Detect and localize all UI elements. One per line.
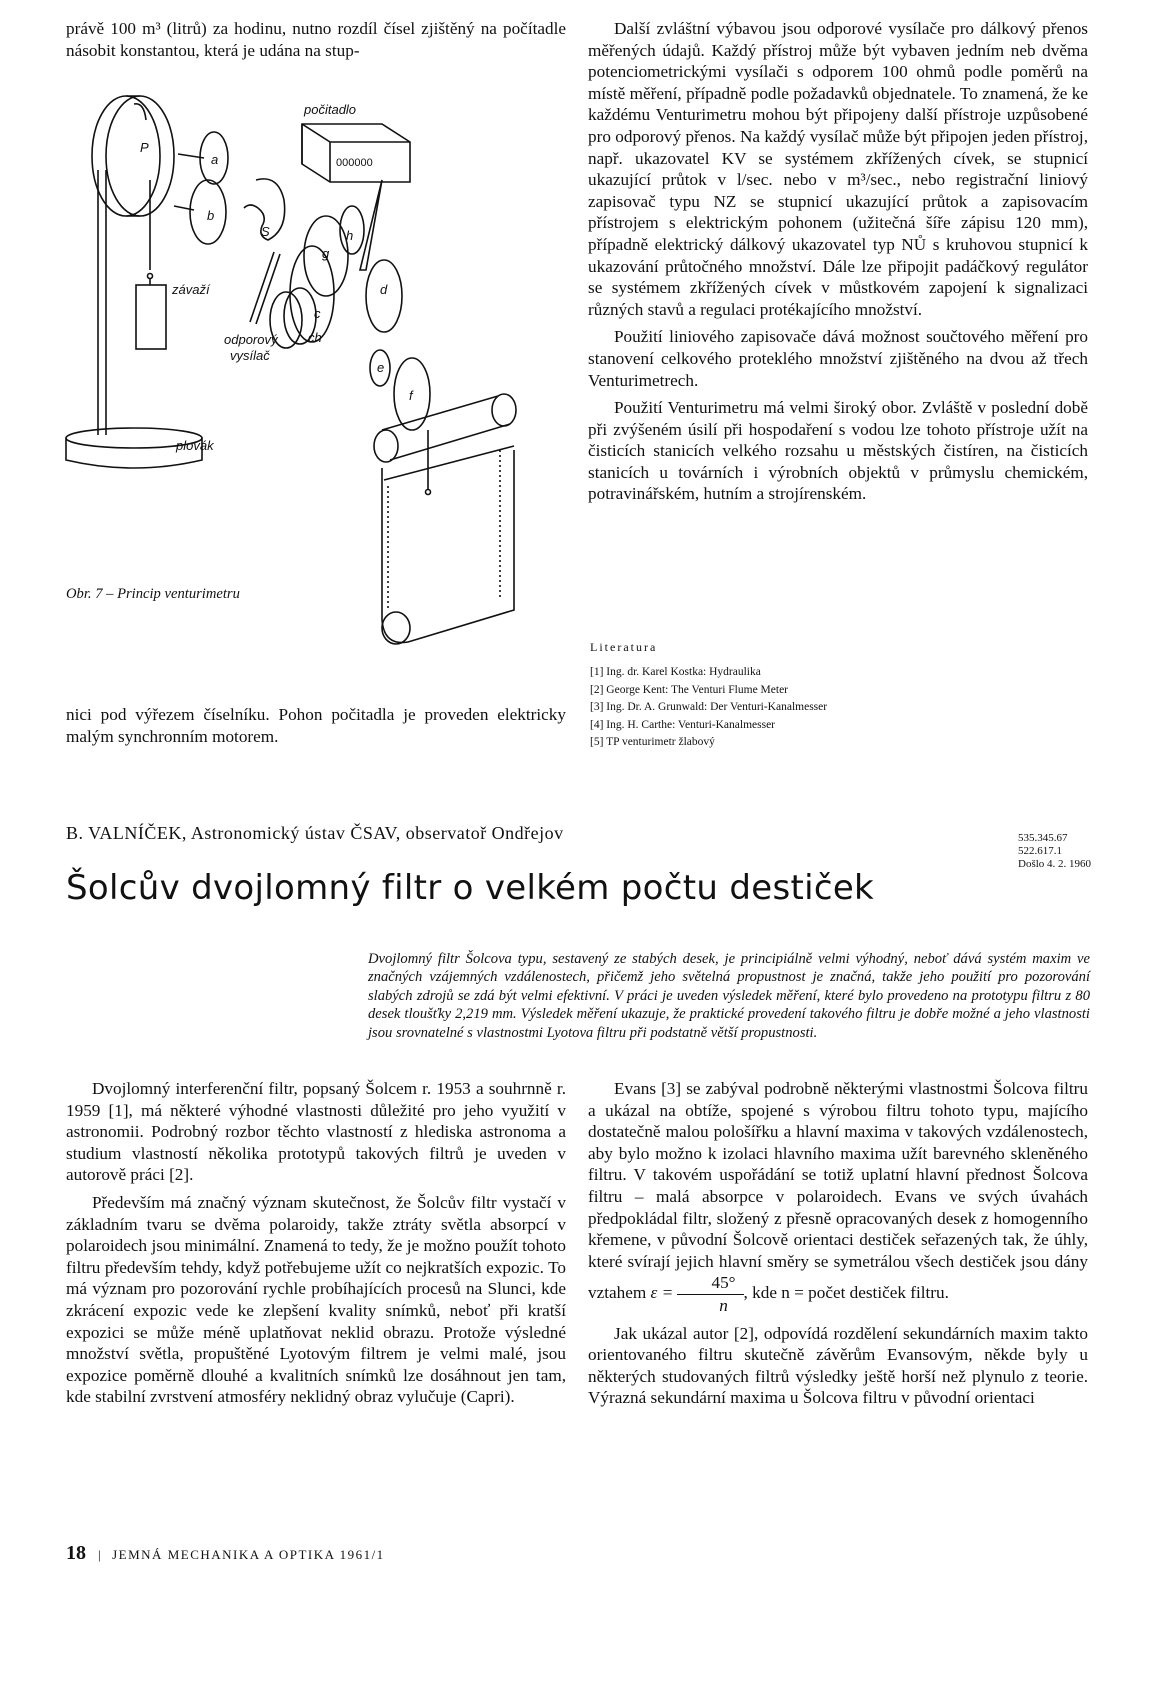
top-right-column [588,18,1088,511]
udc-line: 535.345.67 [1018,832,1068,844]
abstract-text: Dvojlomný filtr Šolcova typu, sestavený ze stabých desek, je principiálně velmi výhodný, neboť dává systém maxim ve značných vzájemných vzdálenostech, přičemž jeho světelná propustnost je značná, takže jeho použití pro pozorování slabých zdrojů se zdá být velmi efektivní. V práci je uveden výsledek měření, které bylo provedeno na prototypu filtru z 80 desek tloušťky 2,219 mm. Výsledek měření ukazuje, že praktické provedení takového filtru je dobře možné a jeho vlastnosti jsou srovnatelné s vlastnostmi Lyotova filtru při podstatně větší propustnosti. [368,951,1090,1041]
label-g: g [322,246,330,261]
label-s: S [261,224,270,239]
formula-numerator: 45° [677,1272,743,1295]
paragraph-text: Evans [3] se zabýval podrobně některými vlastnostmi Šolcova filtru a ukázal na obtíže, spojené s výrobou filtru tohoto typu, majícího dostatečně malou pološířku a hlavní maxima v takových vzdálenostech, aby bylo možno k izolaci hlavního maxima užít barevného skleněného filtru. V takovém uspořádání se totiž uplatní hlavní přednost Šolcova filtru – malá absorpce v polaroidech. Evans ve svých úvahách předpokládal filtr, složený z přesně opracovaných desek z homogenního křemene, v původní Šolcově orientaci destiček seřazených tak, že úhly, které svírají jejich hlavní směry se symetrálou všech destiček jsou dány vztahem [588,1079,1088,1303]
udc-line: 522.617.1 [1018,845,1062,857]
article-title: Šolcův dvojlomný filtr o velkém počtu destiček [66,868,875,908]
literature-heading: Literatura [590,640,658,654]
label-plovak: plovák [176,438,214,453]
paragraph: Použití liniového zapisovače dává možnost součtového měření pro stanovení celkového proteklého množství zjištěného na dvou až třech Venturimetrech. [588,327,1088,390]
formula-fraction [677,1272,743,1316]
literature-item: [4] Ing. H. Carthe: Venturi-Kanalmesser [590,718,776,731]
udc-codes [1018,832,1091,871]
paragraph: nici pod výřezem číselníku. Pohon počitadla je proveden elektricky malým synchronním motorem. [66,705,566,746]
paragraph: Použití Venturimetru má velmi široký obor. Zvláště v poslední době při zvýšeném úsilí při hospodaření s vodou lze tohoto přístroje užít na čisticích stanicích velkého rozsahu u městských čistíren, na čisticích stanicích u továrních i výrobních objektů v průmyslu chemickém, potravinářském, hutním a strojírenském. [588,398,1088,504]
label-h: h [346,228,354,243]
paragraph: Především má značný význam skutečnost, že Šolcův filtr vystačí v základním tvaru se dvěma polaroidy, takže ztráty světla absorpcí v polaroidech jsou minimální. Znamená to tedy, že je možno použít tohoto filtru především tehdy, když potřebujeme užít co nejkratších expozic. To má význam pro pozorování rychle probíhajících procesů na Slunci, kde zkrácení expozic vede ke zlepšení kvality snímků, neboť při kratší expozici se může méně uplatňovat neklid obrazu. Protože výsledné množství světla, propuštěné Lyotovým filtrem je velmi malé, jsou expozice poměrně dlouhé a kvalitních snímků lze dosáhnout jen tam, kde stabilní zvrstvení atmosféry neklidný obraz vylučuje (Capri). [66,1192,566,1407]
formula-lhs: ε = [650,1283,674,1303]
label-pocitadlo: počitadlo [304,102,357,117]
label-ch: ch [308,330,322,345]
label-f: f [409,388,413,403]
left-continuation [66,704,566,753]
literature-item: [2] George Kent: The Venturi Flume Meter [590,683,789,696]
page-number: 18 [66,1542,86,1564]
paragraph: Dvojlomný interferenční filtr, popsaný Šolcem r. 1953 a souhrnně r. 1959 [1], má některé výhodné vlastnosti důležité pro jeho využití v astronomii. Podrobný rozbor těchto vlastností z hlediska astronoma a studium vlastností několika prototypů takových filtrů je uveden v autorově práci [2]. [66,1079,566,1185]
article-right-column [588,1078,1088,1415]
label-e: e [377,360,385,375]
footer-separator: | [98,1547,103,1562]
received-date: Došlo 4. 2. 1960 [1018,858,1092,870]
label-b: b [207,208,215,223]
label-a: a [211,152,219,167]
label-zavazi: závaží [172,282,210,297]
paragraph: Jak ukázal autor [2], odpovídá rozdělení sekundárních maxim takto orientovaného filtru skutečně závěrům Evansovým, někde byly u některých studovaných filtrů výsledky ještě horší než plynulo z teorie. Výrazná sekundární maxima u Šolcova filtru v původní orientaci [588,1323,1088,1408]
label-p: P [140,140,149,155]
label-c: c [314,306,321,321]
paragraph: právě 100 m³ (litrů) za hodinu, nutno rozdíl čísel zjištěný na počítadle násobit konstantou, která je udána na stup- [66,19,566,60]
figure-caption: Obr. 7 – Princip venturimetru [66,586,240,602]
venturimeter-diagram [64,80,564,700]
journal-name: JEMNÁ MECHANIKA A OPTIKA 1961/1 [112,1547,385,1562]
formula-denominator: n [719,1295,728,1315]
literature-item: [1] Ing. dr. Karel Kostka: Hydraulika [590,666,761,678]
label-vysilac: vysílač [230,348,270,363]
paragraph-text: , kde n = počet destiček filtru. [743,1283,949,1303]
literature-item: [5] TP venturimetr žlabový [590,736,715,748]
literature-list [590,664,1090,752]
literature-item: [3] Ing. Dr. A. Grunwald: Der Venturi-Kanalmesser [590,701,828,713]
label-odporovy: odporový [224,332,278,347]
label-d: d [380,282,388,297]
article-author: B. VALNÍČEK, Astronomický ústav ČSAV, observatoř Ondřejov [66,823,564,843]
article-left-column [66,1078,566,1414]
paragraph: Další zvláštní výbavou jsou odporové vysílače pro dálkový přenos měřených údajů. Každý přístroj může být vybaven jedním neb dvěma potenciometrickými vysílači s odporem 100 ohmů podle poměrů na místě měření, případně podle požadavků objednatele. To znamená, že ke každému Venturimetru mohou být připojeny další přístroje uzpůsobené pro odporový přenos. Na každý vysílač může být připojen jeden přístroj, např. ukazovatel KV se systémem zkřížených cívek, se stupnicí ukazující průtok v l/sec. nebo v m³/sec., nebo registrační liniový zapisovač typu NZ se stupnicí ukazující průtok a zapisovacím přístrojem s elektrickým pohonem (užitečná šíře zápisu 120 mm), případně elektrický dálkový ukazovatel typ NŮ s kruhovou stupnicí k ukazování průtočného množství. Dále lze připojit padáčkový regulátor se systémem zkřížených cívek v můstkovém zapojení k signalizaci různých stavů a regulaci protékajícího množství. [588,19,1088,319]
top-left-column [66,18,566,67]
label-counter-digits: 000000 [336,157,373,169]
paragraph [588,1078,1088,1317]
page-footer [66,1542,385,1565]
article-abstract [368,950,1090,1042]
